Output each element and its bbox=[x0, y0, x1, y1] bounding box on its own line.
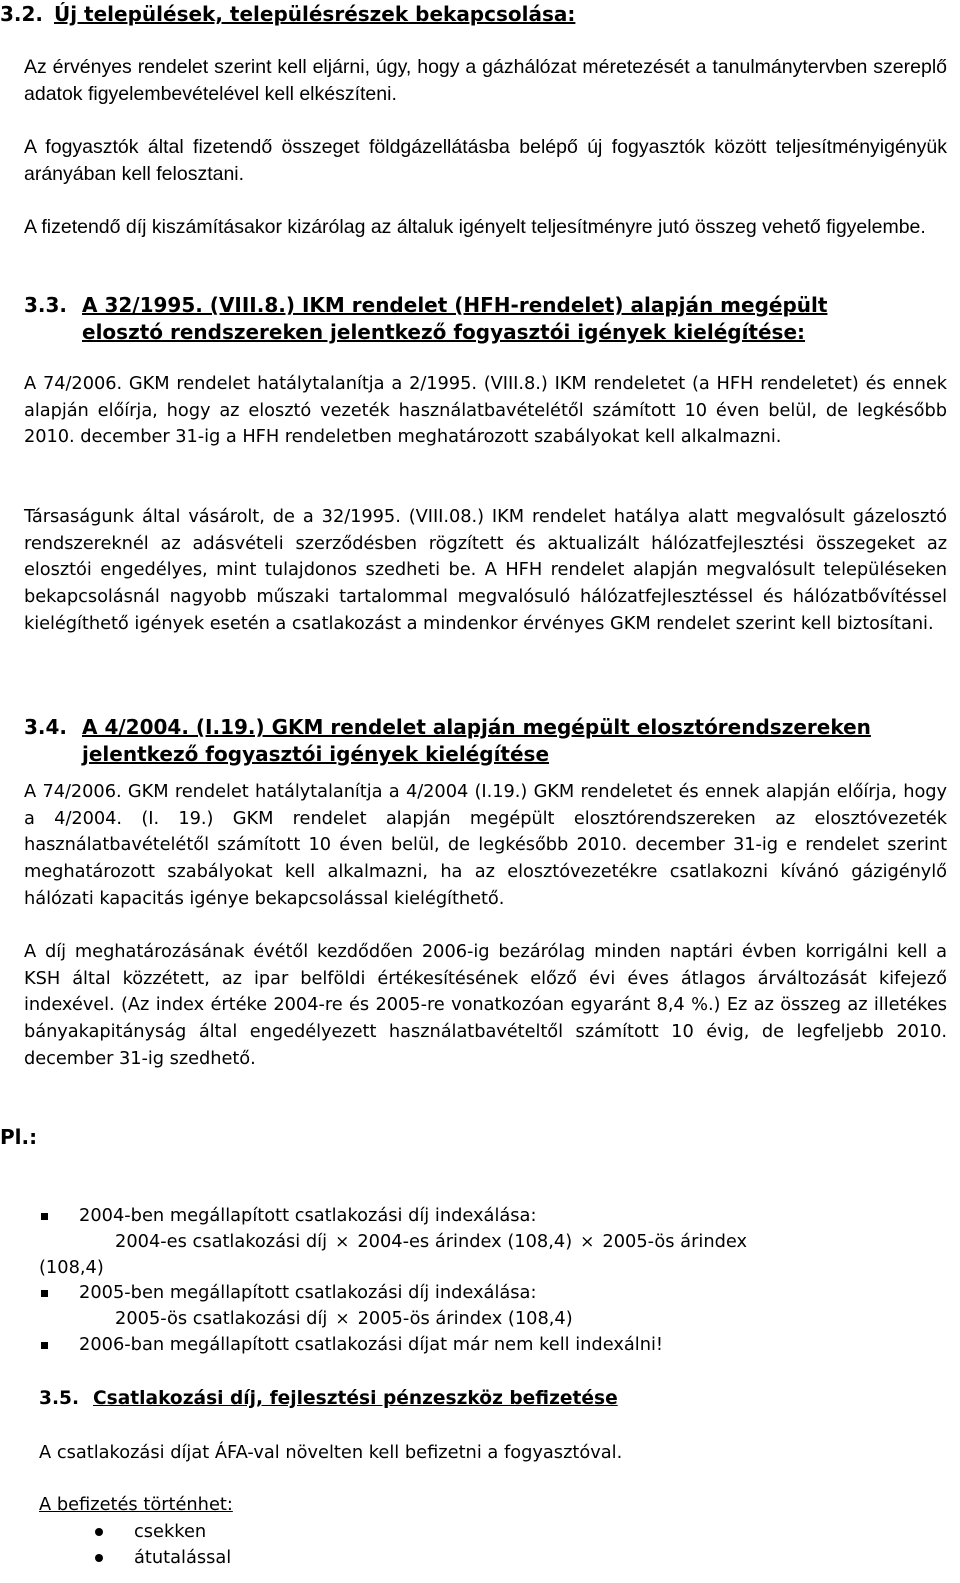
paragraph: A csatlakozási díjat ÁFA-val növelten kell befizetni a fogyasztóval. bbox=[39, 1442, 623, 1463]
paragraph: Az érvényes rendelet szerint kell eljárni, úgy, hogy a gázhálózat méretezését a tanulmánytervben szereplő adatok figyelembevételével kell elkészíteni. bbox=[24, 56, 947, 105]
section-3-5-heading bbox=[39, 1386, 618, 1412]
example-formula-wrap: (108,4) bbox=[39, 1257, 104, 1278]
section-3-2-heading bbox=[0, 2, 575, 26]
times-icon: × bbox=[580, 1232, 595, 1252]
list-item: átutalással bbox=[134, 1547, 232, 1568]
example-formula bbox=[115, 1229, 747, 1255]
paragraph: A fizetendő díj kiszámításakor kizárólag az általuk igényelt teljesítményre jutó összeg vehető figyelembe. bbox=[24, 216, 926, 238]
example-item: 2005-ben megállapított csatlakozási díj indexálása: bbox=[79, 1282, 537, 1303]
section-title-line: A 32/1995. (VIII.8.) IKM rendelet (HFH-rendelet) alapján megépült bbox=[82, 293, 828, 317]
bullet-icon bbox=[95, 1528, 103, 1536]
section-title: Csatlakozási díj, fejlesztési pénzeszköz befizetése bbox=[93, 1388, 618, 1409]
example-formula bbox=[115, 1306, 573, 1332]
example-item: 2004-ben megállapított csatlakozási díj indexálása: bbox=[79, 1205, 537, 1226]
section-title: Új települések, településrészek bekapcsolása: bbox=[54, 2, 576, 26]
example-item: 2006-ban megállapított csatlakozási díjat már nem kell indexálni! bbox=[79, 1334, 664, 1355]
times-icon: × bbox=[335, 1232, 350, 1252]
paragraph: A 74/2006. GKM rendelet hatálytalanítja a 2/1995. (VIII.8.) IKM rendeletet (a HFH rendeletet) és ennek alapján előírja, hogy az elosztó vezeték használatbavételétől számított 10 éven belül, de legkésőbb 2010. december 31-ig a HFH rendeletben meghatározott szabályokat kell alkalmazni. bbox=[24, 373, 947, 448]
section-title-line: A 4/2004. (I.19.) GKM rendelet alapján megépült elosztórendszereken bbox=[82, 715, 871, 739]
square-bullet-icon bbox=[41, 1342, 48, 1349]
formula-term: 2004-es árindex (108,4) bbox=[357, 1231, 573, 1252]
section-number: 3.3. bbox=[24, 293, 68, 317]
formula-term: 2004-es csatlakozási díj bbox=[115, 1231, 328, 1252]
example-label: Pl.: bbox=[0, 1125, 38, 1149]
section-3-4-heading-cont bbox=[82, 741, 549, 768]
section-3-4-heading bbox=[24, 714, 871, 741]
bullet-icon bbox=[95, 1554, 103, 1562]
list-item: csekken bbox=[134, 1521, 207, 1542]
section-number: 3.4. bbox=[24, 715, 68, 739]
section-3-3-heading bbox=[24, 292, 827, 319]
paragraph: A fogyasztók által fizetendő összeget földgázellátásba belépő új fogyasztók között teljesítményigényük arányában kell felosztani. bbox=[24, 136, 947, 185]
list-title: A befizetés történhet: bbox=[39, 1494, 233, 1515]
paragraph: A díj meghatározásának évétől kezdődően 2006-ig bezárólag minden naptári évben korrigálni kell a KSH által közzétett, az ipar belföldi értékesítésének előző évi éves átlagos árváltozását kifejező indexével. (Az index értéke 2004-re és 2005-re vonatkozóan egyaránt 8,4 %.) Ez az összeg az illetékes bányakapitányság által engedélyezett használatbavételtől számított 10 évig, de legfeljebb 2010. december 31-ig szedhető. bbox=[24, 941, 947, 1069]
section-title-line: jelentkező fogyasztói igények kielégítése bbox=[82, 742, 550, 766]
formula-term: 2005-ös árindex bbox=[602, 1231, 748, 1252]
square-bullet-icon bbox=[41, 1213, 48, 1220]
section-number: 3.5. bbox=[39, 1388, 80, 1409]
formula-term: 2005-ös árindex (108,4) bbox=[357, 1308, 573, 1329]
section-3-3-heading-cont bbox=[82, 319, 805, 346]
times-icon: × bbox=[335, 1309, 350, 1329]
formula-term: 2005-ös csatlakozási díj bbox=[115, 1308, 328, 1329]
section-number: 3.2. bbox=[0, 2, 44, 26]
paragraph: Társaságunk által vásárolt, de a 32/1995. (VIII.08.) IKM rendelet hatálya alatt megvalósult gázelosztó rendszereknél az adásvételi szerződésben rögzített és aktualizált hálózatfejlesztési összegeket az elosztói engedélyes, mint tulajdonos szedheti be. A HFH rendelet alapján megvalósult településeken bekapcsolásnál nagyobb műszaki tartalommal megvalósuló hálózatfejlesztéssel és hálózatbővítéssel kielégíthető igények esetén a csatlakozást a mindenkor érvényes GKM rendelet szerint kell biztosítani. bbox=[24, 506, 947, 634]
square-bullet-icon bbox=[41, 1290, 48, 1297]
section-title-line: elosztó rendszereken jelentkező fogyasztói igények kielégítése: bbox=[82, 320, 806, 344]
paragraph: A 74/2006. GKM rendelet hatálytalanítja a 4/2004 (I.19.) GKM rendeletet és ennek alapján előírja, hogy a 4/2004. (I. 19.) GKM rendelet alapján megépült elosztórendszereken az elosztóvezeték használatbavételétől számított 10 éven belül, de legkésőbb 2010. december 31-ig e rendelet szerint meghatározott szabályokat kell alkalmazni, ha az elosztóvezetékre csatlakozni kívánó gázigénylő hálózati kapacitás igénye bekapcsolással kielégíthető. bbox=[24, 781, 947, 909]
